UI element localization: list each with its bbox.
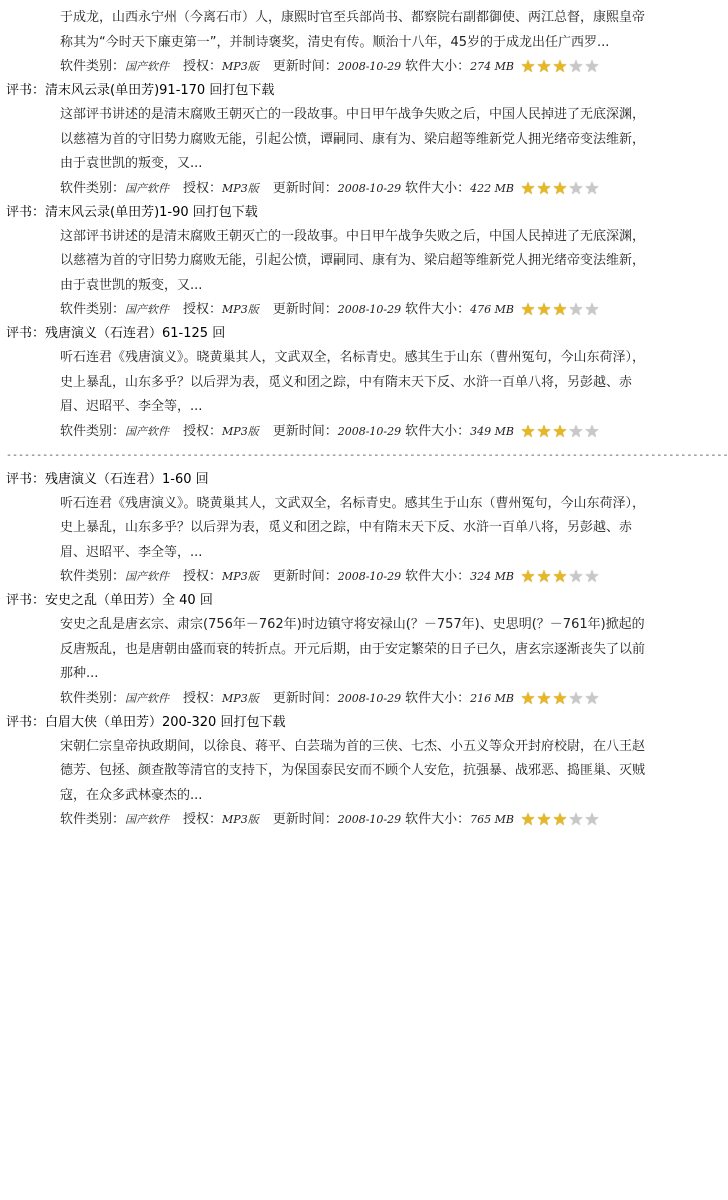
meta-value-license: MP3版 [222,303,259,316]
meta-label-size: 软件大小： [405,812,471,827]
section-divider: ------------------------------------------------------------------------------------------------------------------------ [6,449,728,461]
star-filled-icon: ★ [552,421,568,442]
meta-value-license: MP3版 [222,813,259,826]
meta-label-category: 软件类别： [60,59,126,74]
meta-label-category: 软件类别： [60,812,126,827]
rating-stars [520,57,600,81]
item-title-link[interactable]: 安史之乱（单田芳）全 40 回 [45,593,213,608]
item-description: 安史之乱是唐玄宗、肃宗(756年－762年)时边镇守将安禄山(？－757年)、史思明(？－761年)掀起的反唐叛乱，也是唐朝由盛而衰的转折点。开元后期，由于安定繁荣的日子已久，唐玄宗逐渐丧失了以前那种... [60,617,646,681]
star-filled-icon: ★ [520,57,536,77]
meta-label-updated: 更新时间： [272,302,338,317]
meta-label-license: 授权： [183,569,223,584]
star-filled-icon: ★ [520,421,536,442]
meta-value-date: 2008-10-29 [337,570,402,583]
item-description: 听石连君《残唐演义》。晓黄巢其人，文武双全，名标青史。感其生于山东（曹州冤句，今山东荷泽），史上暴乱，山东多乎？以后羿为表，觅义和团之踪，中有隋末天下反、水浒一百单八将，另彭越、赤眉、迟昭平、李全等，... [60,495,646,560]
star-empty-icon: ★ [584,178,600,199]
star-filled-icon: ★ [552,567,568,587]
rating-stars [520,422,600,446]
star-filled-icon: ★ [536,688,552,709]
star-filled-icon: ★ [536,810,552,830]
meta-label-category: 软件类别： [60,690,126,706]
item-title-row [0,468,700,492]
meta-label-updated: 更新时间： [272,59,338,74]
star-filled-icon: ★ [520,178,536,199]
meta-value-size: 324 MB [470,570,514,583]
item-description: 这部评书讲述的是清末腐败王朝灭亡的一段故事。中日甲午战争失败之后，中国人民掉进了无底深渊，以慈禧为首的守旧势力腐败无能，引起公愤，谭嗣同、康有为、梁启超等维新党人拥光绪帝变法维新，由于袁世凯的叛变，又... [60,228,646,293]
item-meta-row [60,420,700,444]
meta-label-size: 软件大小： [405,569,471,584]
item-title-link[interactable]: 清末风云录(单田芳)91-170 回打包下载 [45,83,275,98]
meta-value-category: 国产软件 [125,570,170,583]
meta-value-size: 476 MB [470,303,514,316]
star-empty-icon: ★ [568,57,584,77]
star-filled-icon: ★ [552,300,568,320]
meta-value-date: 2008-10-29 [337,303,402,316]
star-filled-icon: ★ [536,57,552,77]
item-title-row [0,711,700,735]
meta-label-size: 软件大小： [405,690,471,706]
star-filled-icon: ★ [536,300,552,320]
meta-value-category: 国产软件 [125,813,170,826]
star-filled-icon: ★ [552,57,568,77]
star-filled-icon: ★ [520,567,536,587]
meta-value-size: 765 MB [470,813,514,826]
list-item [0,468,700,590]
meta-value-category: 国产软件 [125,303,170,316]
star-filled-icon: ★ [552,178,568,199]
meta-label-category: 软件类别： [60,302,126,317]
rating-stars [520,689,600,713]
meta-label-size: 软件大小： [405,302,471,317]
list-item [0,322,700,444]
star-empty-icon: ★ [584,688,600,709]
item-description: 听石连君《残唐演义》。晓黄巢其人，文武双全，名标青史。感其生于山东（曹州冤句，今山东荷泽），史上暴乱，山东多乎？以后羿为表，觅义和团之踪，中有隋末天下反、水浒一百单八将，另彭越、赤眉、迟昭平、李全等，... [60,350,646,414]
item-title-link[interactable]: 残唐演义（石连君）61-125 回 [45,326,226,341]
rating-stars [520,179,600,203]
item-meta-row [60,177,700,201]
item-title-link[interactable]: 白眉大侠（单田芳）200-320 回打包下载 [45,714,286,730]
meta-value-date: 2008-10-29 [337,813,402,826]
star-filled-icon: ★ [520,688,536,709]
star-empty-icon: ★ [584,567,600,587]
meta-label-category: 软件类别： [60,423,126,439]
star-empty-icon: ★ [568,300,584,320]
meta-value-license: MP3版 [222,60,259,73]
star-filled-icon: ★ [536,567,552,587]
star-empty-icon: ★ [584,300,600,320]
meta-value-size: 349 MB [470,424,514,438]
meta-label-license: 授权： [183,180,223,196]
item-title-row [0,589,700,613]
meta-value-license: MP3版 [222,181,259,195]
meta-label-updated: 更新时间： [272,569,338,584]
item-meta-row [60,565,700,589]
rating-stars [520,810,600,834]
item-meta-row [60,687,700,711]
star-empty-icon: ★ [584,57,600,77]
item-meta-row [60,298,700,322]
meta-value-category: 国产软件 [125,691,170,705]
star-empty-icon: ★ [568,688,584,709]
star-empty-icon: ★ [584,421,600,442]
item-category-prefix: 评书： [6,471,46,487]
meta-value-license: MP3版 [222,570,259,583]
rating-stars [520,300,600,324]
meta-label-license: 授权： [183,423,223,439]
item-title-link[interactable]: 残唐演义（石连君）1-60 回 [45,471,209,487]
meta-label-updated: 更新时间： [272,690,338,706]
star-empty-icon: ★ [568,567,584,587]
meta-value-date: 2008-10-29 [337,181,402,195]
rating-stars [520,567,600,591]
item-title-link[interactable]: 清末风云录(单田芳)1-90 回打包下载 [45,204,258,220]
meta-value-category: 国产软件 [125,60,170,73]
item-category-prefix: 评书： [6,714,46,730]
item-category-prefix: 评书： [6,593,46,608]
item-title-row [0,322,700,346]
meta-label-size: 软件大小： [405,423,471,439]
meta-value-date: 2008-10-29 [337,424,402,438]
item-title-row [0,201,700,225]
item-description: 这部评书讲述的是清末腐败王朝灭亡的一段故事。中日甲午战争失败之后，中国人民掉进了无底深渊，以慈禧为首的守旧势力腐败无能，引起公愤，谭嗣同、康有为、梁启超等维新党人拥光绪帝变法维新，由于袁世凯的叛变，又... [60,107,646,171]
star-filled-icon: ★ [536,421,552,442]
item-meta-row [60,808,700,832]
list-item [0,711,700,833]
item-meta-row [60,55,700,79]
meta-value-size: 274 MB [470,60,514,73]
meta-value-license: MP3版 [222,691,259,705]
meta-value-date: 2008-10-29 [337,691,402,705]
meta-label-size: 软件大小： [405,59,471,74]
star-empty-icon: ★ [568,810,584,830]
item-category-prefix: 评书： [6,83,46,98]
meta-value-category: 国产软件 [125,181,170,195]
meta-label-size: 软件大小： [405,180,471,196]
meta-label-updated: 更新时间： [272,423,338,439]
meta-value-size: 216 MB [470,691,514,705]
item-title-row [0,79,700,103]
item-category-prefix: 评书： [6,204,46,220]
list-item [0,201,700,323]
star-filled-icon: ★ [520,300,536,320]
meta-value-license: MP3版 [222,424,259,438]
list-item [0,79,700,201]
list-item [0,589,700,711]
star-filled-icon: ★ [520,810,536,830]
star-empty-icon: ★ [584,810,600,830]
meta-label-updated: 更新时间： [272,180,338,196]
meta-label-license: 授权： [183,59,223,74]
meta-label-license: 授权： [183,302,223,317]
meta-value-size: 422 MB [470,181,514,195]
star-empty-icon: ★ [568,178,584,199]
star-filled-icon: ★ [552,810,568,830]
star-filled-icon: ★ [536,178,552,199]
list-item [0,6,700,79]
star-filled-icon: ★ [552,688,568,709]
meta-label-category: 软件类别： [60,569,126,584]
meta-value-date: 2008-10-29 [337,60,402,73]
meta-label-license: 授权： [183,812,223,827]
meta-label-category: 软件类别： [60,180,126,196]
meta-label-updated: 更新时间： [272,812,338,827]
item-category-prefix: 评书： [6,326,46,341]
item-description: 宋朝仁宗皇帝执政期间，以徐良、蒋平、白芸瑞为首的三侠、七杰、小五义等众开封府校尉，在八王赵德芳、包拯、颜查散等清官的支持下，为保国泰民安而不顾个人安危，抗强暴、战邪恶、捣匪巢、灭贼寇，在众多武林豪杰的... [60,738,646,803]
item-description: 于成龙，山西永宁州（今离石市）人，康熙时官至兵部尚书、都察院右副都御使、两江总督，康熙皇帝称其为“今时天下廉吏第一”，并制诗褒奖，清史有传。顺治十八年，45岁的于成龙出任广西罗... [60,10,646,50]
star-empty-icon: ★ [568,421,584,442]
meta-label-license: 授权： [183,690,223,706]
meta-value-category: 国产软件 [125,424,170,438]
